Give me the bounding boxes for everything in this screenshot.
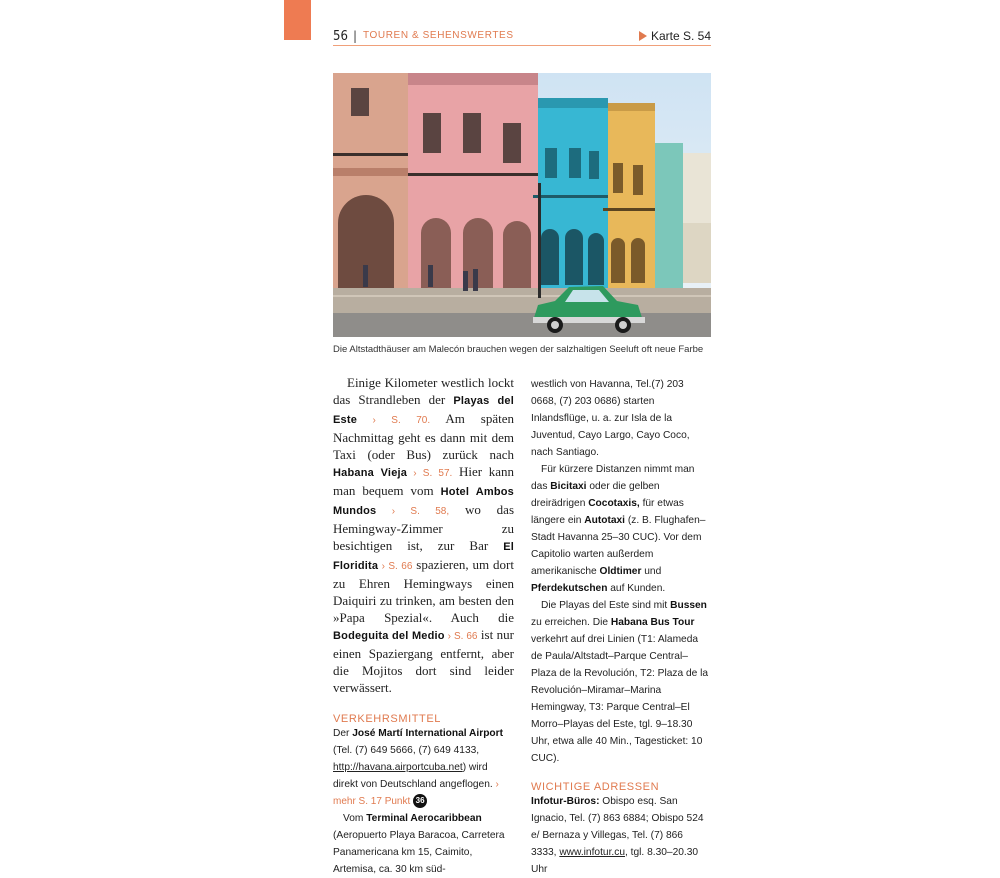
havana-street-photo bbox=[333, 73, 711, 337]
keyword-playas: Playas del Este bbox=[333, 395, 514, 426]
photo-caption: Die Altstadthäuser am Malecón brauchen wegen der salzhaltigen Seeluft oft neue Farbe bbox=[333, 344, 704, 355]
taxi-paragraph: Für kürzere Distanzen nimmt man das Bicitaxi oder die gelben dreirädrigen Cocotaxis, für etwas längere ein Autotaxi (z. B. Flughafen–Stadt Havanna 25–30 CUC). Vor dem Capitolio warten außerdem amerikanische Oldtimer und Pferdekutschen auf Kunden. bbox=[531, 464, 706, 594]
keyword-bodeguita: Bodeguita del Medio bbox=[333, 630, 445, 642]
right-column bbox=[531, 376, 711, 878]
page-number: 56 bbox=[333, 29, 348, 44]
point-badge: 36 bbox=[413, 794, 427, 808]
keyword-floridita: El Floridita bbox=[333, 541, 514, 572]
right-text bbox=[531, 376, 711, 767]
page-ref[interactable]: › S. 66 bbox=[378, 561, 413, 572]
airport-paragraph: Der José Martí International Airport (Tel. (7) 649 5666, (7) 649 4133, http://havana.airportcuba.net) wird direkt von Deutschland angeflogen. › mehr S. 17 Punkt 36 bbox=[333, 728, 504, 807]
page-ref[interactable]: › S. 58, bbox=[376, 506, 450, 517]
header-separator: | bbox=[353, 29, 358, 43]
airport-link[interactable]: http://havana.airportcuba.net bbox=[333, 762, 463, 773]
section-heading-verkehrsmittel: VERKEHRSMITTEL bbox=[333, 713, 442, 725]
keyword-ambos-mundos: Hotel Ambos Mundos bbox=[333, 486, 514, 517]
intro-text bbox=[333, 374, 514, 696]
arrow-icon bbox=[639, 31, 647, 41]
infotur-link[interactable]: www.infotur.cu bbox=[559, 847, 626, 858]
aerocaribbean-paragraph: Vom Terminal Aerocaribbean (Aeropuerto Playa Baracoa, Carretera Panamericana km 15, Caimito, Artemisa, ca. 30 km süd- bbox=[333, 813, 505, 875]
section-title: TOUREN & SEHENSWERTES bbox=[363, 30, 514, 41]
page-ref[interactable]: › S. 66 bbox=[444, 631, 478, 642]
map-reference bbox=[639, 29, 711, 43]
map-reference-label: Karte S. 54 bbox=[650, 29, 711, 43]
infotur-paragraph: Infotur-Büros: Obispo esq. San Ignacio, Tel. (7) 863 6884; Obispo 524 e/ Bernaza y Villegas, Tel. (7) 866 3333, www.infotur.cu, tgl. 8.30–20.30 Uhr bbox=[531, 796, 704, 875]
section-heading-adressen: WICHTIGE ADRESSEN bbox=[531, 781, 660, 793]
running-header bbox=[333, 29, 711, 43]
adressen-text bbox=[531, 793, 711, 878]
bus-paragraph: Die Playas del Este sind mit Bussen zu erreichen. Die Habana Bus Tour verkehrt auf drei Linien (T1: Alameda de Paula/Altstadt–Parque Central–Plaza de la Revolución, T2: Plaza de la Revolución–Miramar–Marina Hemingway, T3: Parque Central–El Morro–Playas del Este, tgl. 9–18.30 Uhr, etwa alle 40 Min., Tagesticket: 10 CUC). bbox=[531, 600, 709, 764]
header-rule bbox=[333, 45, 711, 46]
intro-paragraph: Einige Kilometer westlich lockt das Strandleben der Playas del Este › S. 70. Am späten Nachmittag geht es dann mit dem Taxi (oder Bus) zurück nach Habana Vieja › S. 57. Hier kann man bequem vom Hotel Ambos Mundos › S. 58, wo das Hemingway-Zimmer zu besichtigen ist, zur Bar El Floridita › S. 66 spazieren, um dort zu Ehren Hemingways einen Daiquiri zu trinken, am besten den »Papa Spezial«. Auch die Bodeguita del Medio › S. 66 ist nur einen Spaziergang entfernt, aber die Mojitos dort sind leider verwässert. bbox=[333, 375, 515, 695]
verkehr-text bbox=[333, 725, 514, 878]
more-ref[interactable]: › mehr S. 17 Punkt bbox=[333, 779, 499, 807]
chapter-tab bbox=[284, 0, 311, 40]
left-column bbox=[333, 374, 514, 878]
page-ref[interactable]: › S. 57. bbox=[407, 468, 453, 479]
continued-paragraph: westlich von Havanna, Tel.(7) 203 0668, (7) 203 0686) starten Inlandsflüge, u. a. zur Isla de la Juventud, Cayo Largo, Cayo Coco, nach Santiago. bbox=[531, 379, 690, 458]
page-ref[interactable]: › S. 70. bbox=[357, 415, 431, 426]
keyword-habana-vieja: Habana Vieja bbox=[333, 467, 408, 479]
